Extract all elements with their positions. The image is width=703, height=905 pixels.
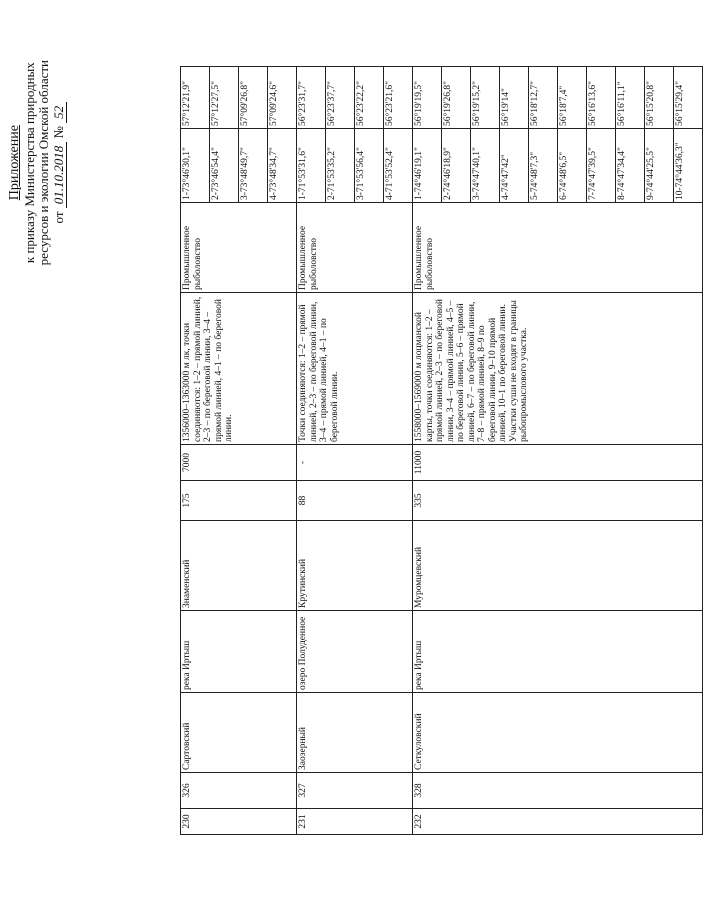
latitude-cell: 56°16'13,6" — [587, 67, 616, 129]
longitude-cell: 3-73°48'49,7" — [239, 129, 268, 203]
latitude-cell: 57°12'27,5" — [210, 67, 239, 129]
longitude-cell: 1-74°46'19,1" — [413, 129, 442, 203]
latitude-cell: 56°19'14" — [500, 67, 529, 129]
longitude-cell: 4-71°53'52,4" — [384, 129, 413, 203]
appendix-header — [8, 60, 67, 265]
district-cell: Крутинский — [297, 521, 413, 611]
boundary-description-cell: 1356000–1363000 м лк, точки соединяются: 1–2 – прямой линией, 2–3 – по береговой линии, 3–4 – прямой линией, 4–1 – по береговой линии. — [181, 293, 297, 445]
latitude-cell: 56°23'37,7" — [326, 67, 355, 129]
length-cell: 7000 — [181, 445, 297, 481]
date-number-line — [52, 60, 68, 265]
fishing-plots-table — [180, 66, 703, 835]
latitude-cell: 56°16'11,1" — [616, 67, 645, 129]
latitude-cell: 56°23'31,7" — [297, 67, 326, 129]
longitude-cell: 2-71°53'35,2" — [326, 129, 355, 203]
latitude-cell: 57°09'26,8" — [239, 67, 268, 129]
plot-number-cell: 326 — [181, 773, 297, 809]
latitude-cell: 56°15'20,8" — [645, 67, 674, 129]
purpose-cell: Промышленное рыболовство — [413, 203, 703, 293]
table-body — [181, 67, 703, 835]
plots-table-wrap — [180, 66, 703, 835]
water-body-cell: река Иртыш — [181, 611, 297, 693]
table-row — [413, 67, 442, 835]
row-index-cell: 231 — [297, 809, 413, 835]
order-line: к приказу Министерства природных — [21, 62, 37, 264]
latitude-cell: 56°18'7,4" — [558, 67, 587, 129]
latitude-cell: 57°12'21,9" — [181, 67, 210, 129]
water-body-cell: озеро Полуденное — [297, 611, 413, 693]
purpose-cell: Промышленное рыболовство — [297, 203, 413, 293]
longitude-cell: 4-73°48'34,7" — [268, 129, 297, 203]
plot-name-cell: Заозерный — [297, 693, 413, 773]
row-index-cell: 230 — [181, 809, 297, 835]
ministry-line: ресурсов и экологии Омской области — [36, 60, 51, 266]
district-cell: Муромцевский — [413, 521, 703, 611]
area-cell: 175 — [181, 481, 297, 521]
length-cell: 11000 — [413, 445, 703, 481]
longitude-cell: 2-73°46'54,4" — [210, 129, 239, 203]
purpose-cell: Промышленное рыболовство — [181, 203, 297, 293]
area-cell: 335 — [413, 481, 703, 521]
length-cell: - — [297, 445, 413, 481]
plot-name-cell: Сеткуловский — [413, 693, 703, 773]
longitude-cell: 8-74°47'34,4" — [616, 129, 645, 203]
longitude-cell: 2-74°46'18,9" — [442, 129, 471, 203]
order-date: 01.10.2018 — [52, 142, 68, 209]
longitude-cell: 4-74°47'42" — [500, 129, 529, 203]
latitude-cell: 57°09'24,6" — [268, 67, 297, 129]
order-number: 52 — [52, 102, 68, 123]
water-body-cell: река Иртыш — [413, 611, 703, 693]
latitude-cell: 56°23'22,2" — [355, 67, 384, 129]
longitude-cell: 3-71°53'56,4" — [355, 129, 384, 203]
longitude-cell: 9-74°44'25,5" — [645, 129, 674, 203]
boundary-description-cell: Точки соединяются: 1–2 – прямой линией, 2–3 – по береговой линии, 3–4 – прямой линией, 4–1 – по береговой линии. — [297, 293, 413, 445]
latitude-cell: 56°18'12,7" — [529, 67, 558, 129]
longitude-cell: 3-74°47'40,1" — [471, 129, 500, 203]
number-prefix: № — [50, 126, 66, 139]
longitude-cell: 7-74°47'39,5" — [587, 129, 616, 203]
longitude-cell: 5-74°48'7,3" — [529, 129, 558, 203]
district-cell: Знаменский — [181, 521, 297, 611]
longitude-cell: 1-73°46'30,1" — [181, 129, 210, 203]
table-row — [297, 67, 326, 835]
latitude-cell: 56°19'15,2" — [471, 67, 500, 129]
latitude-cell: 56°15'29,4" — [674, 67, 703, 129]
plot-number-cell: 328 — [413, 773, 703, 809]
plot-name-cell: Сартовский — [181, 693, 297, 773]
row-index-cell: 232 — [413, 809, 703, 835]
area-cell: 88 — [297, 481, 413, 521]
latitude-cell: 56°19'26,8" — [442, 67, 471, 129]
longitude-cell: 6-74°48'6,5" — [558, 129, 587, 203]
plot-number-cell: 327 — [297, 773, 413, 809]
latitude-cell: 56°23'21,6" — [384, 67, 413, 129]
appendix-title: Приложение — [7, 125, 22, 201]
date-prefix: от — [50, 211, 66, 224]
latitude-cell: 56°19'19,5" — [413, 67, 442, 129]
longitude-cell: 10-74°44'36,3" — [674, 129, 703, 203]
table-row — [181, 67, 210, 835]
boundary-description-cell: 1558000–1569000 м лоцманской карты, точки соединяются: 1–2 – прямой линией, 2–3 – по береговой линии, 3–4 – прямой линией, 4–5 – по береговой линии, 5–6 – прямой линией, 6–7 – по береговой линии, 7–8 – прямой линией, 8–9 по береговой линии, 9–10 прямой линией, 10–1 по береговой линии. Участки суши не входят в границы рыбопромыслового участка. — [413, 293, 703, 445]
longitude-cell: 1-71°53'31,6" — [297, 129, 326, 203]
